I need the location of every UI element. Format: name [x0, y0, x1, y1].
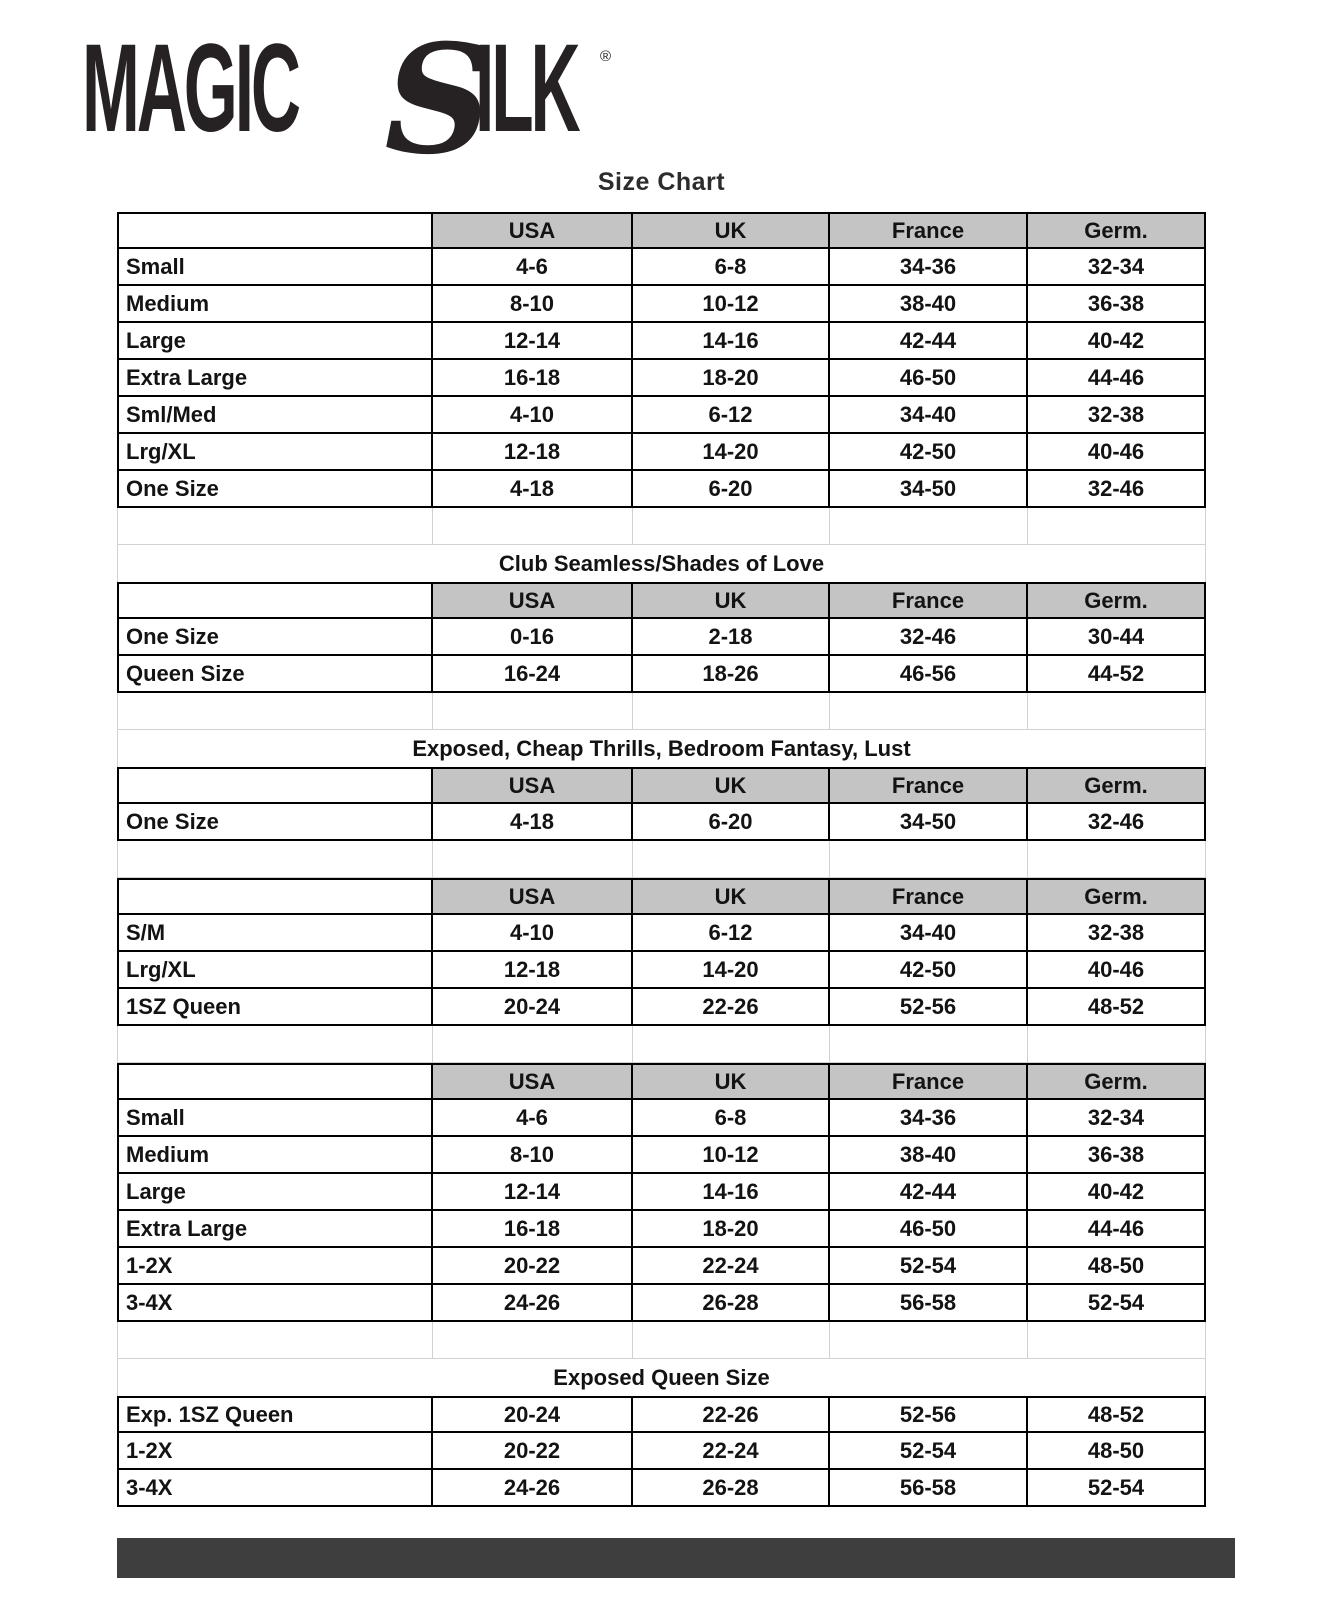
blank-header-cell	[117, 584, 433, 617]
column-header: USA	[433, 214, 633, 247]
size-value: 14-20	[633, 434, 830, 469]
size-value: 4-10	[433, 915, 633, 950]
table-row	[117, 619, 1206, 656]
table-header-row	[117, 1063, 1206, 1100]
empty-cell	[433, 508, 633, 544]
table-row	[117, 471, 1206, 508]
table-row	[117, 1396, 1206, 1433]
size-label: S/M	[117, 915, 433, 950]
column-header: France	[830, 880, 1028, 913]
size-table-general	[117, 212, 1206, 508]
size-value: 52-54	[830, 1248, 1028, 1283]
size-value: 44-52	[1028, 656, 1206, 691]
column-header: USA	[433, 880, 633, 913]
table-row	[117, 434, 1206, 471]
size-label: Queen Size	[117, 656, 433, 691]
size-label: Sml/Med	[117, 397, 433, 432]
size-value: 14-16	[633, 1174, 830, 1209]
blank-header-cell	[117, 769, 433, 802]
empty-cell	[117, 1322, 433, 1358]
empty-cell	[830, 508, 1028, 544]
empty-cell	[433, 1322, 633, 1358]
size-value: 4-6	[433, 249, 633, 284]
table-row	[117, 323, 1206, 360]
column-header: USA	[433, 769, 633, 802]
size-value: 4-6	[433, 1100, 633, 1135]
size-label: Exp. 1SZ Queen	[117, 1398, 433, 1431]
size-value: 12-14	[433, 1174, 633, 1209]
size-label: Small	[117, 249, 433, 284]
size-value: 6-20	[633, 804, 830, 839]
size-value: 24-26	[433, 1285, 633, 1320]
table-row	[117, 989, 1206, 1026]
empty-cell	[1028, 841, 1206, 877]
size-value: 52-54	[1028, 1470, 1206, 1505]
size-value: 52-54	[1028, 1285, 1206, 1320]
spacer-row	[117, 1026, 1206, 1063]
size-value: 4-10	[433, 397, 633, 432]
empty-cell	[830, 841, 1028, 877]
empty-cell	[633, 1322, 830, 1358]
column-header: UK	[633, 214, 830, 247]
size-value: 32-46	[830, 619, 1028, 654]
empty-cell	[633, 508, 830, 544]
size-label: Large	[117, 323, 433, 358]
size-table-sm-lrgxl-1sz-queen	[117, 878, 1206, 1026]
table-row	[117, 952, 1206, 989]
size-value: 10-12	[633, 286, 830, 321]
size-value: 52-56	[830, 989, 1028, 1024]
empty-cell	[1028, 508, 1206, 544]
size-value: 6-12	[633, 915, 830, 950]
size-value: 18-26	[633, 656, 830, 691]
table-header-row	[117, 582, 1206, 619]
size-value: 40-42	[1028, 1174, 1206, 1209]
logo-text-magic: MAGIC	[82, 17, 298, 158]
size-value: 34-36	[830, 249, 1028, 284]
size-value: 26-28	[633, 1285, 830, 1320]
size-value: 2-18	[633, 619, 830, 654]
column-header: USA	[433, 584, 633, 617]
size-value: 32-34	[1028, 1100, 1206, 1135]
spacer-row	[117, 693, 1206, 730]
size-value: 32-34	[1028, 249, 1206, 284]
size-label: 3-4X	[117, 1470, 433, 1505]
spacer-row	[117, 508, 1206, 545]
section-title: Exposed Queen Size	[117, 1359, 1206, 1396]
size-label: Lrg/XL	[117, 434, 433, 469]
size-value: 46-56	[830, 656, 1028, 691]
column-header: France	[830, 1065, 1028, 1098]
size-value: 42-50	[830, 434, 1028, 469]
empty-cell	[117, 508, 433, 544]
section-title-row	[117, 1359, 1206, 1396]
table-row	[117, 249, 1206, 286]
size-label: 1-2X	[117, 1433, 433, 1468]
size-value: 52-56	[830, 1398, 1028, 1431]
size-value: 8-10	[433, 286, 633, 321]
size-label: One Size	[117, 619, 433, 654]
column-header: France	[830, 584, 1028, 617]
table-row	[117, 1470, 1206, 1507]
size-label: Medium	[117, 286, 433, 321]
size-value: 38-40	[830, 286, 1028, 321]
section-title-row	[117, 730, 1206, 767]
section-title: Exposed, Cheap Thrills, Bedroom Fantasy, Lust	[117, 730, 1206, 767]
size-value: 22-24	[633, 1433, 830, 1468]
size-label: One Size	[117, 804, 433, 839]
size-value: 48-50	[1028, 1248, 1206, 1283]
blank-header-cell	[117, 214, 433, 247]
size-value: 46-50	[830, 1211, 1028, 1246]
size-value: 36-38	[1028, 1137, 1206, 1172]
size-value: 12-18	[433, 434, 633, 469]
table-row	[117, 397, 1206, 434]
table-row	[117, 286, 1206, 323]
size-value: 16-18	[433, 1211, 633, 1246]
size-value: 56-58	[830, 1470, 1028, 1505]
size-label: Medium	[117, 1137, 433, 1172]
spacer-row	[117, 1322, 1206, 1359]
size-table-exposed-cheap-thrills-bedroom-fantasy-lust	[117, 730, 1206, 841]
page-title: Size Chart	[597, 168, 726, 196]
size-value: 6-12	[633, 397, 830, 432]
column-header: UK	[633, 880, 830, 913]
size-value: 20-22	[433, 1248, 633, 1283]
size-value: 32-38	[1028, 915, 1206, 950]
spacer-row	[117, 841, 1206, 878]
size-value: 34-36	[830, 1100, 1028, 1135]
size-value: 34-50	[830, 471, 1028, 506]
logo-text-silk-initial: S	[384, 12, 493, 188]
size-value: 18-20	[633, 1211, 830, 1246]
size-value: 34-40	[830, 915, 1028, 950]
empty-cell	[633, 841, 830, 877]
section-title-row	[117, 545, 1206, 582]
column-header: Germ.	[1028, 1065, 1206, 1098]
size-value: 38-40	[830, 1137, 1028, 1172]
size-value: 12-14	[433, 323, 633, 358]
brand-logo	[82, 12, 612, 188]
size-value: 22-26	[633, 1398, 830, 1431]
size-value: 16-24	[433, 656, 633, 691]
registered-trademark-icon: ®	[600, 48, 612, 65]
column-header: Germ.	[1028, 769, 1206, 802]
size-label: 3-4X	[117, 1285, 433, 1320]
logo-text-silk-rest: ILK	[474, 17, 578, 158]
size-value: 32-38	[1028, 397, 1206, 432]
empty-cell	[433, 693, 633, 729]
size-chart-sheet	[117, 212, 1206, 1507]
column-header: France	[830, 214, 1028, 247]
size-value: 48-50	[1028, 1433, 1206, 1468]
blank-header-cell	[117, 880, 433, 913]
size-value: 56-58	[830, 1285, 1028, 1320]
table-row	[117, 1137, 1206, 1174]
size-value: 8-10	[433, 1137, 633, 1172]
size-label: Small	[117, 1100, 433, 1135]
size-value: 22-26	[633, 989, 830, 1024]
size-value: 20-22	[433, 1433, 633, 1468]
empty-cell	[830, 1322, 1028, 1358]
size-value: 42-44	[830, 1174, 1028, 1209]
size-value: 6-8	[633, 1100, 830, 1135]
size-value: 42-44	[830, 323, 1028, 358]
column-header: UK	[633, 1065, 830, 1098]
size-value: 20-24	[433, 989, 633, 1024]
size-value: 4-18	[433, 804, 633, 839]
size-value: 44-46	[1028, 1211, 1206, 1246]
size-value: 24-26	[433, 1470, 633, 1505]
empty-cell	[117, 1026, 433, 1062]
size-value: 46-50	[830, 360, 1028, 395]
size-value: 20-24	[433, 1398, 633, 1431]
size-value: 40-46	[1028, 952, 1206, 987]
size-label: 1-2X	[117, 1248, 433, 1283]
size-value: 42-50	[830, 952, 1028, 987]
blank-header-cell	[117, 1065, 433, 1098]
table-header-row	[117, 878, 1206, 915]
empty-cell	[433, 841, 633, 877]
size-value: 48-52	[1028, 1398, 1206, 1431]
size-value: 30-44	[1028, 619, 1206, 654]
size-value: 4-18	[433, 471, 633, 506]
table-row	[117, 1285, 1206, 1322]
size-value: 14-16	[633, 323, 830, 358]
size-value: 34-40	[830, 397, 1028, 432]
size-value: 48-52	[1028, 989, 1206, 1024]
table-row	[117, 804, 1206, 841]
empty-cell	[433, 1026, 633, 1062]
size-label: Extra Large	[117, 360, 433, 395]
size-value: 40-42	[1028, 323, 1206, 358]
size-label: One Size	[117, 471, 433, 506]
empty-cell	[633, 693, 830, 729]
size-label: Large	[117, 1174, 433, 1209]
table-row	[117, 1248, 1206, 1285]
size-value: 0-16	[433, 619, 633, 654]
column-header: France	[830, 769, 1028, 802]
size-value: 26-28	[633, 1470, 830, 1505]
column-header: USA	[433, 1065, 633, 1098]
size-value: 12-18	[433, 952, 633, 987]
table-row	[117, 1100, 1206, 1137]
empty-cell	[117, 693, 433, 729]
size-value: 44-46	[1028, 360, 1206, 395]
table-row	[117, 360, 1206, 397]
table-row	[117, 1211, 1206, 1248]
size-value: 22-24	[633, 1248, 830, 1283]
empty-cell	[1028, 1026, 1206, 1062]
size-label: Lrg/XL	[117, 952, 433, 987]
size-value: 32-46	[1028, 804, 1206, 839]
empty-cell	[1028, 693, 1206, 729]
table-header-row	[117, 212, 1206, 249]
size-label: Extra Large	[117, 1211, 433, 1246]
empty-cell	[633, 1026, 830, 1062]
empty-cell	[830, 1026, 1028, 1062]
size-value: 6-20	[633, 471, 830, 506]
size-value: 40-46	[1028, 434, 1206, 469]
empty-cell	[1028, 1322, 1206, 1358]
column-header: Germ.	[1028, 880, 1206, 913]
column-header: Germ.	[1028, 214, 1206, 247]
size-value: 32-46	[1028, 471, 1206, 506]
section-title: Club Seamless/Shades of Love	[117, 545, 1206, 582]
size-value: 6-8	[633, 249, 830, 284]
size-value: 34-50	[830, 804, 1028, 839]
size-value: 10-12	[633, 1137, 830, 1172]
table-row	[117, 656, 1206, 693]
table-row	[117, 915, 1206, 952]
table-header-row	[117, 767, 1206, 804]
size-value: 16-18	[433, 360, 633, 395]
size-value: 14-20	[633, 952, 830, 987]
column-header: UK	[633, 584, 830, 617]
empty-cell	[830, 693, 1028, 729]
size-label: 1SZ Queen	[117, 989, 433, 1024]
size-table-small-to-3-4x	[117, 1063, 1206, 1322]
table-row	[117, 1433, 1206, 1470]
size-value: 52-54	[830, 1433, 1028, 1468]
footer-bar	[117, 1538, 1235, 1578]
size-value: 18-20	[633, 360, 830, 395]
size-table-club-seamless-shades-of-love	[117, 545, 1206, 693]
size-value: 36-38	[1028, 286, 1206, 321]
empty-cell	[117, 841, 433, 877]
column-header: UK	[633, 769, 830, 802]
table-row	[117, 1174, 1206, 1211]
column-header: Germ.	[1028, 584, 1206, 617]
size-table-exposed-queen-size	[117, 1359, 1206, 1507]
